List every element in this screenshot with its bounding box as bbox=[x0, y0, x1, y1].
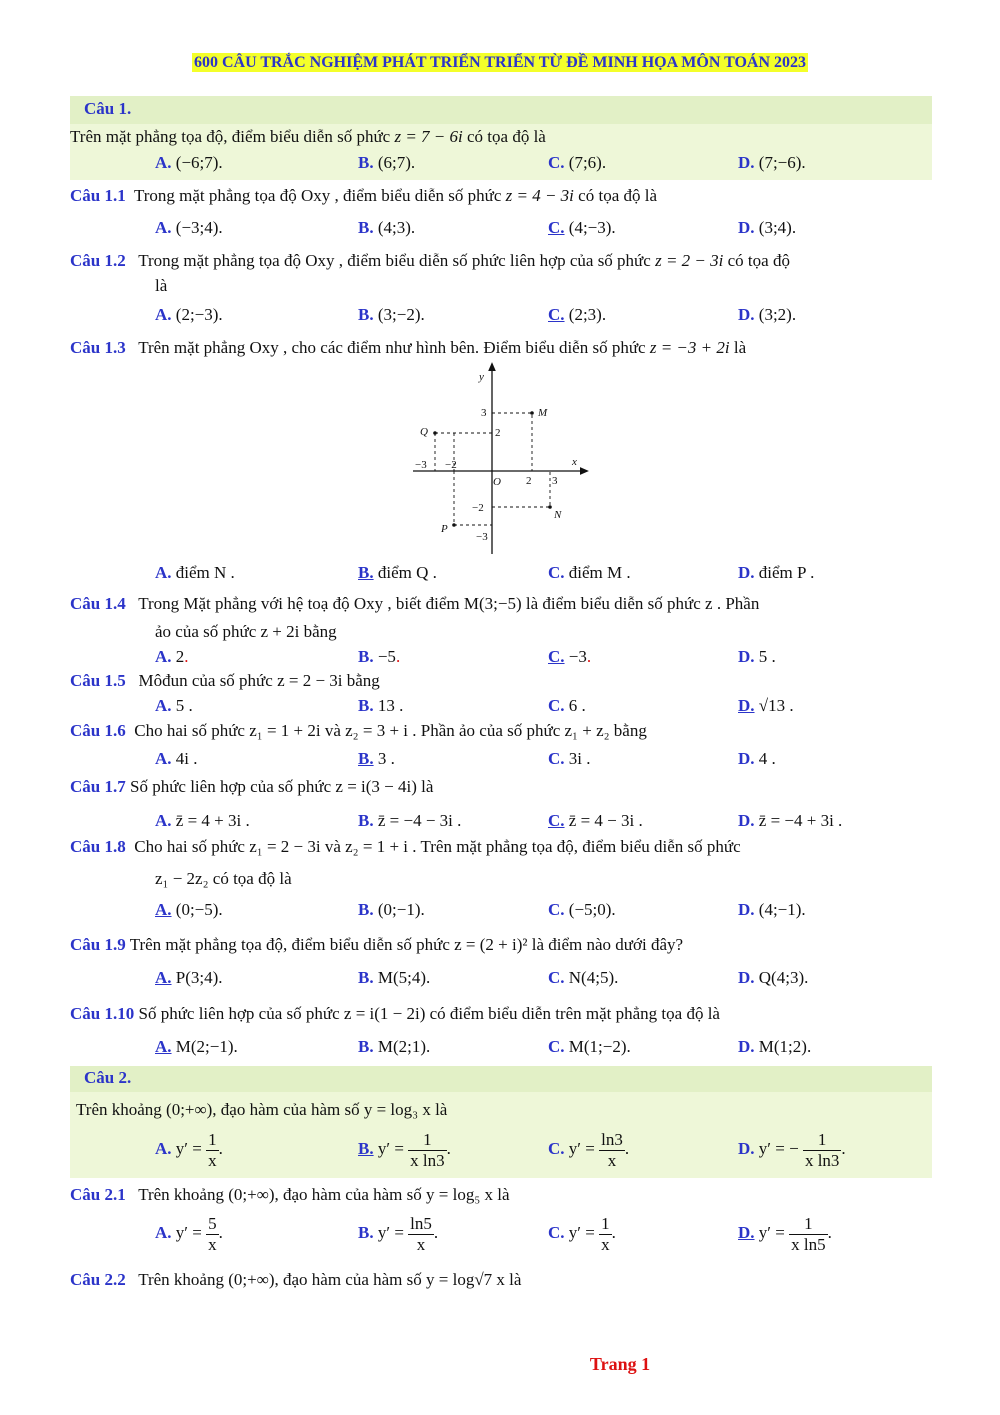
q1-10-option-c[interactable]: C. M(1;−2). bbox=[548, 1037, 631, 1056]
q1-3-option-c[interactable]: C. điểm M . bbox=[548, 563, 631, 582]
q1-3-stem: Câu 1.3 Trên mặt phẳng Oxy , cho các điểm như hình bên. Điểm biểu diễn số phức z = −3 + 2i là bbox=[70, 338, 747, 357]
q1-8-stem: Câu 1.8 Cho hai số phức z₁ = 2 − 3i và z₂ = 1 + i . Trên mặt phẳng tọa độ, điểm biểu diễn số phức bbox=[70, 837, 741, 856]
tick-x-2: 2 bbox=[526, 475, 532, 487]
q1-option-d[interactable]: D. (7;−6). bbox=[738, 153, 806, 172]
q1-8-option-a[interactable]: A. (0;−5). bbox=[155, 900, 223, 919]
tick-x-neg2: −2 bbox=[445, 459, 457, 471]
q1-8-stem-cont: z₁ − 2z₂ có tọa độ là bbox=[155, 869, 292, 888]
q1-2-option-c[interactable]: C. (2;3). bbox=[548, 305, 607, 324]
q2-label: Câu 2. bbox=[84, 1068, 132, 1087]
axis-y-label: y bbox=[479, 371, 484, 383]
q1-1-option-c[interactable]: C. (4;−3). bbox=[548, 218, 616, 237]
header-title: 600 CÂU TRẮC NGHIỆM PHÁT TRIỂN TRIỂN TỪ ĐỀ MINH HỌA MÔN TOÁN 2023 bbox=[193, 54, 807, 71]
q2-1-stem: Câu 2.1 Trên khoảng (0;+∞), đạo hàm của hàm số y = log₅ x là bbox=[70, 1185, 510, 1204]
q1-5-option-d[interactable]: D. √13 . bbox=[738, 696, 794, 715]
q1-5-option-c[interactable]: C. 6 . bbox=[548, 696, 586, 715]
point-p bbox=[452, 523, 456, 527]
point-p-label: P bbox=[441, 523, 448, 535]
q1-10-option-a[interactable]: A. M(2;−1). bbox=[155, 1037, 238, 1056]
q1-2-stem: Câu 1.2 Trong mặt phẳng tọa độ Oxy , điểm biểu diễn số phức liên hợp của số phức z = 2 − 3i có tọa độ bbox=[70, 251, 790, 270]
q1-5-stem: Câu 1.5 Môđun của số phức z = 2 − 3i bằng bbox=[70, 671, 380, 690]
q1-4-option-a[interactable]: A. 2. bbox=[155, 647, 189, 666]
q2-option-a[interactable]: A. y′ = $\frac{1}{x}$ . bbox=[155, 1130, 223, 1170]
q2-option-d[interactable]: D. y′ = − $\frac{1}{\text{x ln3}}$ . bbox=[738, 1130, 846, 1170]
page-number: Trang 1 bbox=[589, 1354, 651, 1374]
q1-9-option-d[interactable]: D. Q(4;3). bbox=[738, 968, 809, 987]
q1-6-option-d[interactable]: D. 4 . bbox=[738, 749, 776, 768]
origin-label: O bbox=[493, 476, 501, 488]
q1-option-c[interactable]: C. (7;6). bbox=[548, 153, 607, 172]
q2-option-c[interactable]: C. y′ = $\frac{\ln 3}{x}$ . bbox=[548, 1130, 630, 1170]
q1-2-option-a[interactable]: A. (2;−3). bbox=[155, 305, 223, 324]
q1-stem: Trên mặt phẳng tọa độ, điểm biểu diễn số phức z = 7 − 6i có tọa độ là bbox=[70, 127, 546, 146]
q1-2-option-b[interactable]: B. (3;−2). bbox=[358, 305, 425, 324]
q2-1-option-d[interactable]: D. y′ = $\frac{1}{\text{x ln5}}$ . bbox=[738, 1214, 832, 1254]
q1-2-stem-cont: là bbox=[155, 276, 168, 295]
q1-5-option-a[interactable]: A. 5 . bbox=[155, 696, 193, 715]
q1-6-stem: Câu 1.6 Cho hai số phức z₁ = 1 + 2i và z₂ = 3 + i . Phần ảo của số phức z₁ + z₂ bằng bbox=[70, 721, 647, 740]
q2-1-option-a[interactable]: A. y′ = $\frac{5}{x}$ . bbox=[155, 1214, 223, 1254]
q1-4-option-c[interactable]: C. −3. bbox=[548, 647, 592, 666]
q1-9-option-c[interactable]: C. N(4;5). bbox=[548, 968, 619, 987]
q1-7-stem: Câu 1.7 Số phức liên hợp của số phức z = i(3 − 4i) là bbox=[70, 777, 434, 796]
q1-10-option-d[interactable]: D. M(1;2). bbox=[738, 1037, 812, 1056]
tick-x-3: 3 bbox=[552, 475, 558, 487]
point-q bbox=[433, 431, 437, 435]
tick-y-2: 2 bbox=[495, 427, 501, 439]
tick-x-neg3: −3 bbox=[415, 459, 427, 471]
q1-4-stem: Câu 1.4 Trong Mặt phẳng với hệ toạ độ Oxy , biết điểm M(3;−5) là điểm biểu diễn số phức z . Phần bbox=[70, 594, 760, 613]
q1-1-option-d[interactable]: D. (3;4). bbox=[738, 218, 797, 237]
axis-x-label: x bbox=[572, 456, 577, 468]
q1-8-option-c[interactable]: C. (−5;0). bbox=[548, 900, 616, 919]
q1-1-stem: Câu 1.1 Trong mặt phẳng tọa độ Oxy , điểm biểu diễn số phức z = 4 − 3i có tọa độ là bbox=[70, 186, 658, 205]
q1-4-option-d[interactable]: D. 5 . bbox=[738, 647, 776, 666]
page-header bbox=[0, 52, 1000, 72]
q1-7-option-d[interactable]: D. z̄ = −4 + 3i . bbox=[738, 811, 843, 830]
q1-7-option-c[interactable]: C. z̄ = 4 − 3i . bbox=[548, 811, 643, 830]
q1-4-stem-cont: ảo của số phức z + 2i bằng bbox=[155, 622, 337, 641]
q1-9-option-a[interactable]: A. P(3;4). bbox=[155, 968, 223, 987]
q1-9-stem: Câu 1.9 Trên mặt phẳng tọa độ, điểm biểu diễn số phức z = (2 + i)² là điểm nào dưới đây? bbox=[70, 935, 684, 954]
q2-option-b[interactable]: B. y′ = $\frac{1}{\text{x ln3}}$ . bbox=[358, 1130, 451, 1170]
point-m bbox=[530, 411, 534, 415]
q2-1-option-c[interactable]: C. y′ = $\frac{1}{x}$ . bbox=[548, 1214, 616, 1254]
q1-6-option-c[interactable]: C. 3i . bbox=[548, 749, 591, 768]
q1-10-option-b[interactable]: B. M(2;1). bbox=[358, 1037, 431, 1056]
q1-1-option-a[interactable]: A. (−3;4). bbox=[155, 218, 223, 237]
q1-label: Câu 1. bbox=[84, 99, 132, 118]
q1-5-option-b[interactable]: B. 13 . bbox=[358, 696, 404, 715]
q1-option-a[interactable]: A. (−6;7). bbox=[155, 153, 223, 172]
q1-9-option-b[interactable]: B. M(5;4). bbox=[358, 968, 431, 987]
q1-10-stem: Câu 1.10 Số phức liên hợp của số phức z = i(1 − 2i) có điểm biểu diễn trên mặt phẳng tọa độ là bbox=[70, 1004, 720, 1023]
q1-8-option-d[interactable]: D. (4;−1). bbox=[738, 900, 806, 919]
tick-y-neg3: −3 bbox=[476, 531, 488, 543]
q1-7-option-b[interactable]: B. z̄ = −4 − 3i . bbox=[358, 811, 462, 830]
q1-3-option-d[interactable]: D. điểm P . bbox=[738, 563, 815, 582]
coordinate-figure bbox=[405, 362, 595, 560]
q1-7-option-a[interactable]: A. z̄ = 4 + 3i . bbox=[155, 811, 250, 830]
q1-6-option-b[interactable]: B. 3 . bbox=[358, 749, 395, 768]
point-n-label: N bbox=[554, 509, 562, 521]
q1-1-option-b[interactable]: B. (4;3). bbox=[358, 218, 416, 237]
q1-8-option-b[interactable]: B. (0;−1). bbox=[358, 900, 425, 919]
q2-stem: Trên khoảng (0;+∞), đạo hàm của hàm số y = log₃ x là bbox=[76, 1100, 448, 1119]
point-q-label: Q bbox=[420, 426, 428, 438]
q1-option-b[interactable]: B. (6;7). bbox=[358, 153, 416, 172]
q1-4-option-b[interactable]: B. −5. bbox=[358, 647, 401, 666]
q1-2-option-d[interactable]: D. (3;2). bbox=[738, 305, 797, 324]
tick-y-3: 3 bbox=[481, 407, 487, 419]
q1-6-option-a[interactable]: A. 4i . bbox=[155, 749, 198, 768]
q1-3-option-a[interactable]: A. điểm N . bbox=[155, 563, 235, 582]
q2-2-stem: Câu 2.2 Trên khoảng (0;+∞), đạo hàm của hàm số y = log√7 x là bbox=[70, 1270, 522, 1289]
point-m-label: M bbox=[538, 407, 548, 419]
q2-1-option-b[interactable]: B. y′ = $\frac{\ln 5}{x}$ . bbox=[358, 1214, 439, 1254]
point-n bbox=[548, 505, 552, 509]
q1-3-option-b[interactable]: B. điểm Q . bbox=[358, 563, 437, 582]
tick-y-neg2: −2 bbox=[472, 502, 484, 514]
